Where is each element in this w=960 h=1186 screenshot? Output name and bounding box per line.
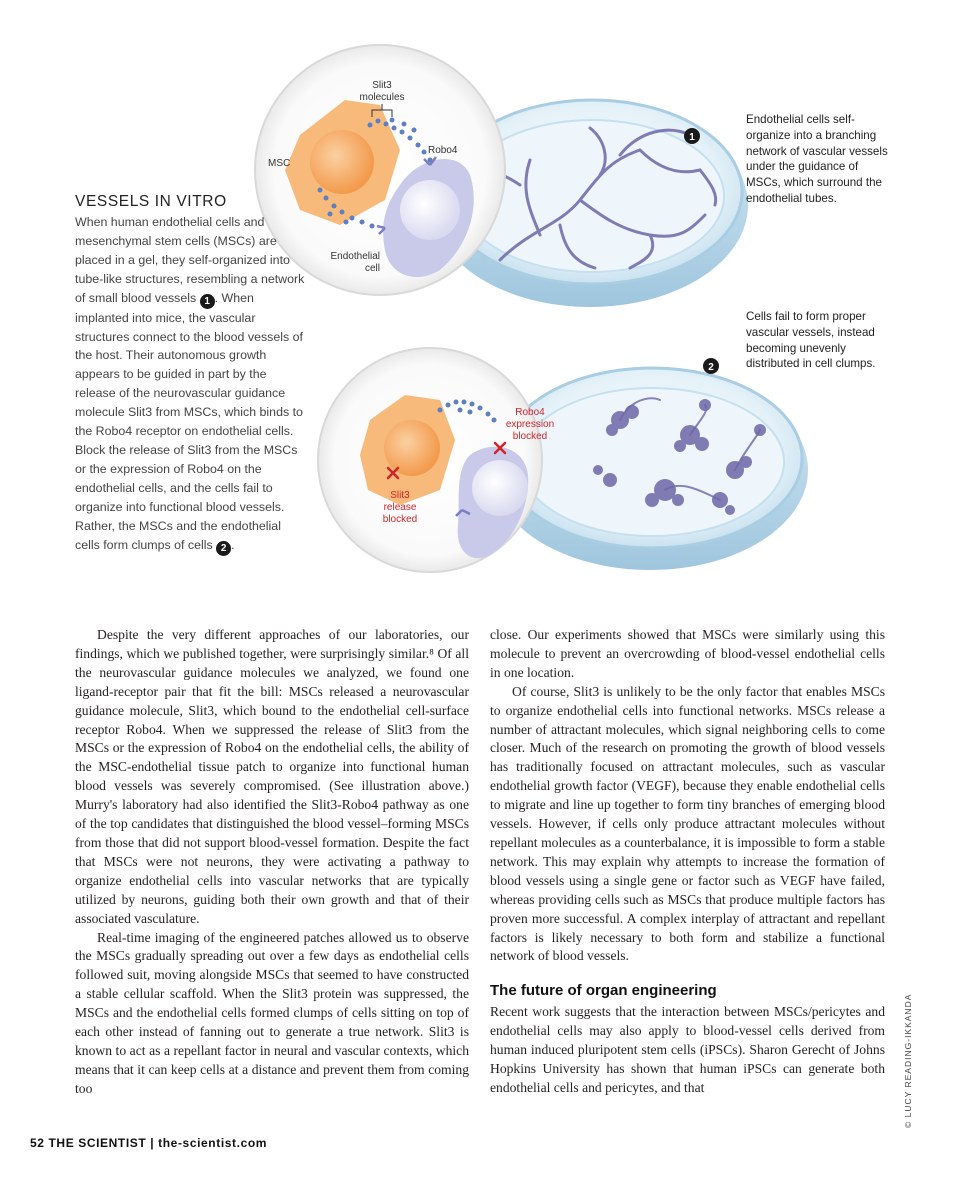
sidebar-badge-1: 1 [200,294,215,309]
callout-badge-1 [684,128,700,144]
callout-badge-2-text: 2 [708,362,714,373]
magazine-name: THE SCIENTIST [48,1136,147,1150]
label-msc: MSC [268,158,291,169]
endothelial-cell-blocked [458,447,529,558]
callout-1-text: Endothelial cells self-organize into a branching network of vascular vessels under the guidance of MSCs, which surround the endothelial tubes. [746,113,888,205]
label-endothelial-cell: Endothelial cell [330,251,380,274]
right-paragraph-2: Of course, Slit3 is unlikely to be the only factor that enables MSCs to organize endothelial cells into functional networks. MSCs release a number of attractant molecules, which signal neighboring cells to come closer. Much of the research on promoting the growth of blood vessels has traditionally focused on attractant molecules, such as vascular endothelial growth factor (VEGF), because they enable endothelial cells to migrate and line up together to form tiny branches of emerging blood vessels. However, if cells only produce attractant molecules without repellant molecules as a counterbalance, it is impossible to form a stable network. This may explain why attempts to increase the formation of blood vessels using a single gene or factor such as VEGF have failed, whereas providing cells such as MSCs that produce multiple factors has proven more successful. A complex interplay of attractant and repellant factors is likely necessary to both form and stabilize a functional network of blood vessels. [490,683,885,964]
sidebar-body-part2: . When implanted into mice, the vascular structures connect to the blood vessels of the host. Their autonomous growth appears to be guided in part by the release of the neurovascular guidance molecule Slit3 from MSCs, which binds to the Robo4 receptor on endothelial cells. Block the release of Slit3 from the MSCs or the expression of Robo4 on the endothelial cells, and the cells fail to organize into functional blood vessels. Rather, the MSCs and the endothelial cells form clumps of cells [75,290,303,552]
right-paragraph-1: close. Our experiments showed that MSCs were similarly using this molecule to prevent an overcrowding of blood-vessel endothelial cells in one location. [490,627,885,680]
callout-badge-2 [703,358,719,374]
page-footer [30,1136,267,1150]
page-number: 52 [30,1136,45,1150]
sidebar-body-part3: . [231,537,235,552]
footer-separator: | [150,1136,155,1150]
right-paragraph-3: Recent work suggests that the interaction between MSCs/pericytes and endothelial cells may also apply to blood-vessel cells derived from human induced pluripotent stem cells (iPSCs). Sharon Gerecht of Johns Hopkins University has shown that human iPSCs can generate both endothelial cells and pericytes, and that [490,1004,885,1095]
callout-2-text: Cells fail to form proper vascular vessels, instead becoming unevenly distributed in cell clumps. [746,310,876,371]
left-column [75,626,469,1099]
sidebar-title: VESSELS IN VITRO [75,193,227,210]
sidebar-badge-2: 2 [216,541,231,556]
section-heading: The future of organ engineering [490,982,717,1000]
label-robo4: Robo4 [428,145,458,156]
sidebar-body-part1: When human endothelial cells and mesenchymal stem cells (MSCs) are placed in a gel, they self-organized into tube-like structures, resembling a network of small blood vessels [75,215,305,305]
illustration-credit: © LUCY READING-IKKANDA [903,993,913,1128]
footer-url: the-scientist.com [158,1136,268,1150]
label-slit3-molecules: Slit3 molecules [359,80,405,103]
bottom-magnified-circle [318,348,542,572]
left-paragraph-2: Real-time imaging of the engineered patches allowed us to observe the MSCs gradually spreading out over a few days as endothelial cells followed suit, moving alongside MSCs that seemed to have constructed a stable cellular scaffold. When the Slit3 protein was suppressed, the MSCs and the endothelial cells formed clumps of cells sitting on top of each other instead of fanning out to generate a true network. Slit3 is known to act as a repellant factor in neural and vascular contexts, which means that it can keep cells at a distance and prevent them from coming too [75,929,469,1096]
sidebar-body [75,213,307,556]
left-paragraph-1: Despite the very different approaches of our laboratories, our findings, which we published together, were surprisingly similar.⁸ Of all the neurovascular guidance molecules we analyzed, we found one ligand-receptor pair that fit the bill: MSCs released a neurovascular guidance molecule, Slit3, which bound to the endothelial cell-surface receptor Robo4. When we suppressed the release of Slit3 from the MSCs or the expression of Robo4 on the endothelial cells, the ability of the MSC-endothelial tissue patch to organize into functional human blood vessels was severely compromised. (See illustration above.) Murry's laboratory had also identified the Slit3-Robo4 pathway as one of the top candidates that distinguished the blood vessel–forming MSCs from those that did not support blood-vessel formation. Despite the fact that MSCs were not neurons, they were activating a pathway to organize endothelial cells into vascular networks that are typically utilized by neurons, guiding both their own growth and that of their associated vasculature. [75,627,469,926]
label-slit3-release-blocked: Slit3 release blocked [382,490,418,525]
right-column [490,626,885,1098]
label-robo4-expression-blocked: Robo4 expression blocked [505,407,555,442]
callout-badge-1-text: 1 [689,132,695,143]
